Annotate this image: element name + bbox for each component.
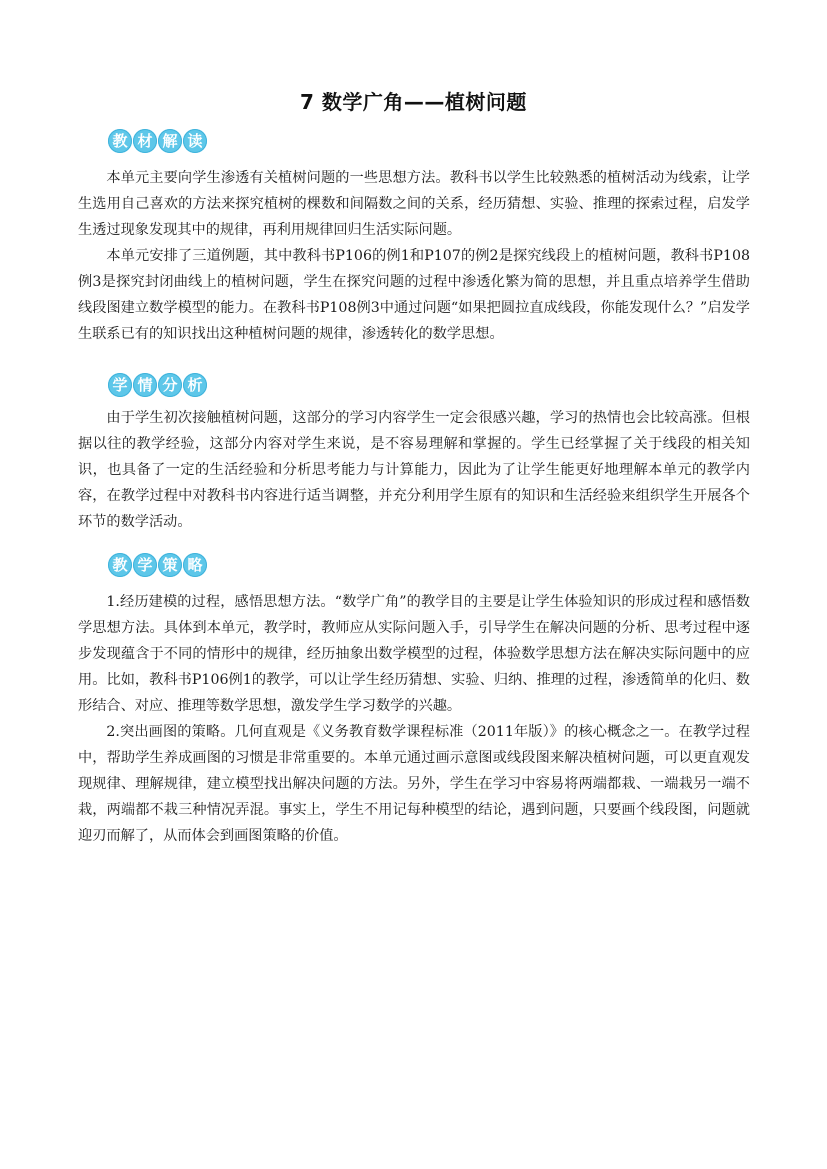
badge-char: 学 [108,373,132,397]
page-title: 7 数学广角——植树问题 [300,90,527,114]
badge-char: 读 [183,129,207,153]
badge-char: 分 [158,373,182,397]
badge-char: 教 [108,553,132,577]
section-badge-student-analysis [108,373,207,397]
badge-char: 略 [183,553,207,577]
badge-char: 析 [183,373,207,397]
paragraph: 本单元安排了三道例题，其中教科书P106的例1和P107的例2是探究线段上的植树问题，教科书P108例3是探究封闭曲线上的植树问题，学生在探究问题的过程中渗透化繁为简的思想，并且重点培养学生借助线段图建立数学模型的能力。在教科书P108例3中通过问题“如果把圆拉直成线段，你能发现什么？”启发学生联系已有的知识找出这种植树问题的规律，渗透转化的数学思想。 [78,248,750,342]
badge-char: 情 [133,373,157,397]
paragraph: 由于学生初次接触植树问题，这部分的学习内容学生一定会很感兴趣，学习的热情也会比较高涨。但根据以往的教学经验，这部分内容对学生来说，是不容易理解和掌握的。学生已经掌握了关于线段的相关知识，也具备了一定的生活经验和分析思考能力与计算能力，因此为了让学生能更好地理解本单元的教学内容，在教学过程中对教科书内容进行适当调整，并充分利用学生原有的知识和生活经验来组织学生开展各个环节的数学活动。 [78,410,750,530]
section-body-textbook-reading [78,165,750,347]
badge-char: 解 [158,129,182,153]
section-body-teaching-strategy [78,589,750,849]
section-badge-textbook-reading [108,129,207,153]
paragraph: 2.突出画图的策略。几何直观是《义务教育数学课程标准（2011年版）》的核心概念之一。在教学过程中，帮助学生养成画图的习惯是非常重要的。本单元通过画示意图或线段图来解决植树问题，可以更直观发现规律、理解规律，建立模型找出解决问题的方法。另外，学生在学习中容易将两端都栽、一端栽另一端不栽，两端都不栽三种情况弄混。事实上，学生不用记每种模型的结论，遇到问题，只要画个线段图，问题就迎刃而解了，从而体会到画图策略的价值。 [78,724,750,844]
badge-char: 策 [158,553,182,577]
paragraph: 1.经历建模的过程，感悟思想方法。“数学广角”的教学目的主要是让学生体验知识的形成过程和感悟数学思想方法。具体到本单元，教学时，教师应从实际问题入手，引导学生在解决问题的分析、思考过程中逐步发现蕴含于不同的情形中的规律，经历抽象出数学模型的过程，体验数学思想方法在解决实际问题中的应用。比如，教科书P106例1的教学，可以让学生经历猜想、实验、归纳、推理的过程，渗透简单的化归、数形结合、对应、推理等数学思想，激发学生学习数学的兴趣。 [78,594,750,714]
badge-char: 教 [108,129,132,153]
badge-char: 学 [133,553,157,577]
badge-char: 材 [133,129,157,153]
paragraph: 本单元主要向学生渗透有关植树问题的一些思想方法。教科书以学生比较熟悉的植树活动为线索，让学生选用自己喜欢的方法来探究植树的棵数和间隔数之间的关系，经历猜想、实验、推理的探索过程，启发学生透过现象发现其中的规律，再利用规律回归生活实际问题。 [78,170,750,238]
section-body-student-analysis [78,405,750,535]
section-badge-teaching-strategy [108,553,207,577]
